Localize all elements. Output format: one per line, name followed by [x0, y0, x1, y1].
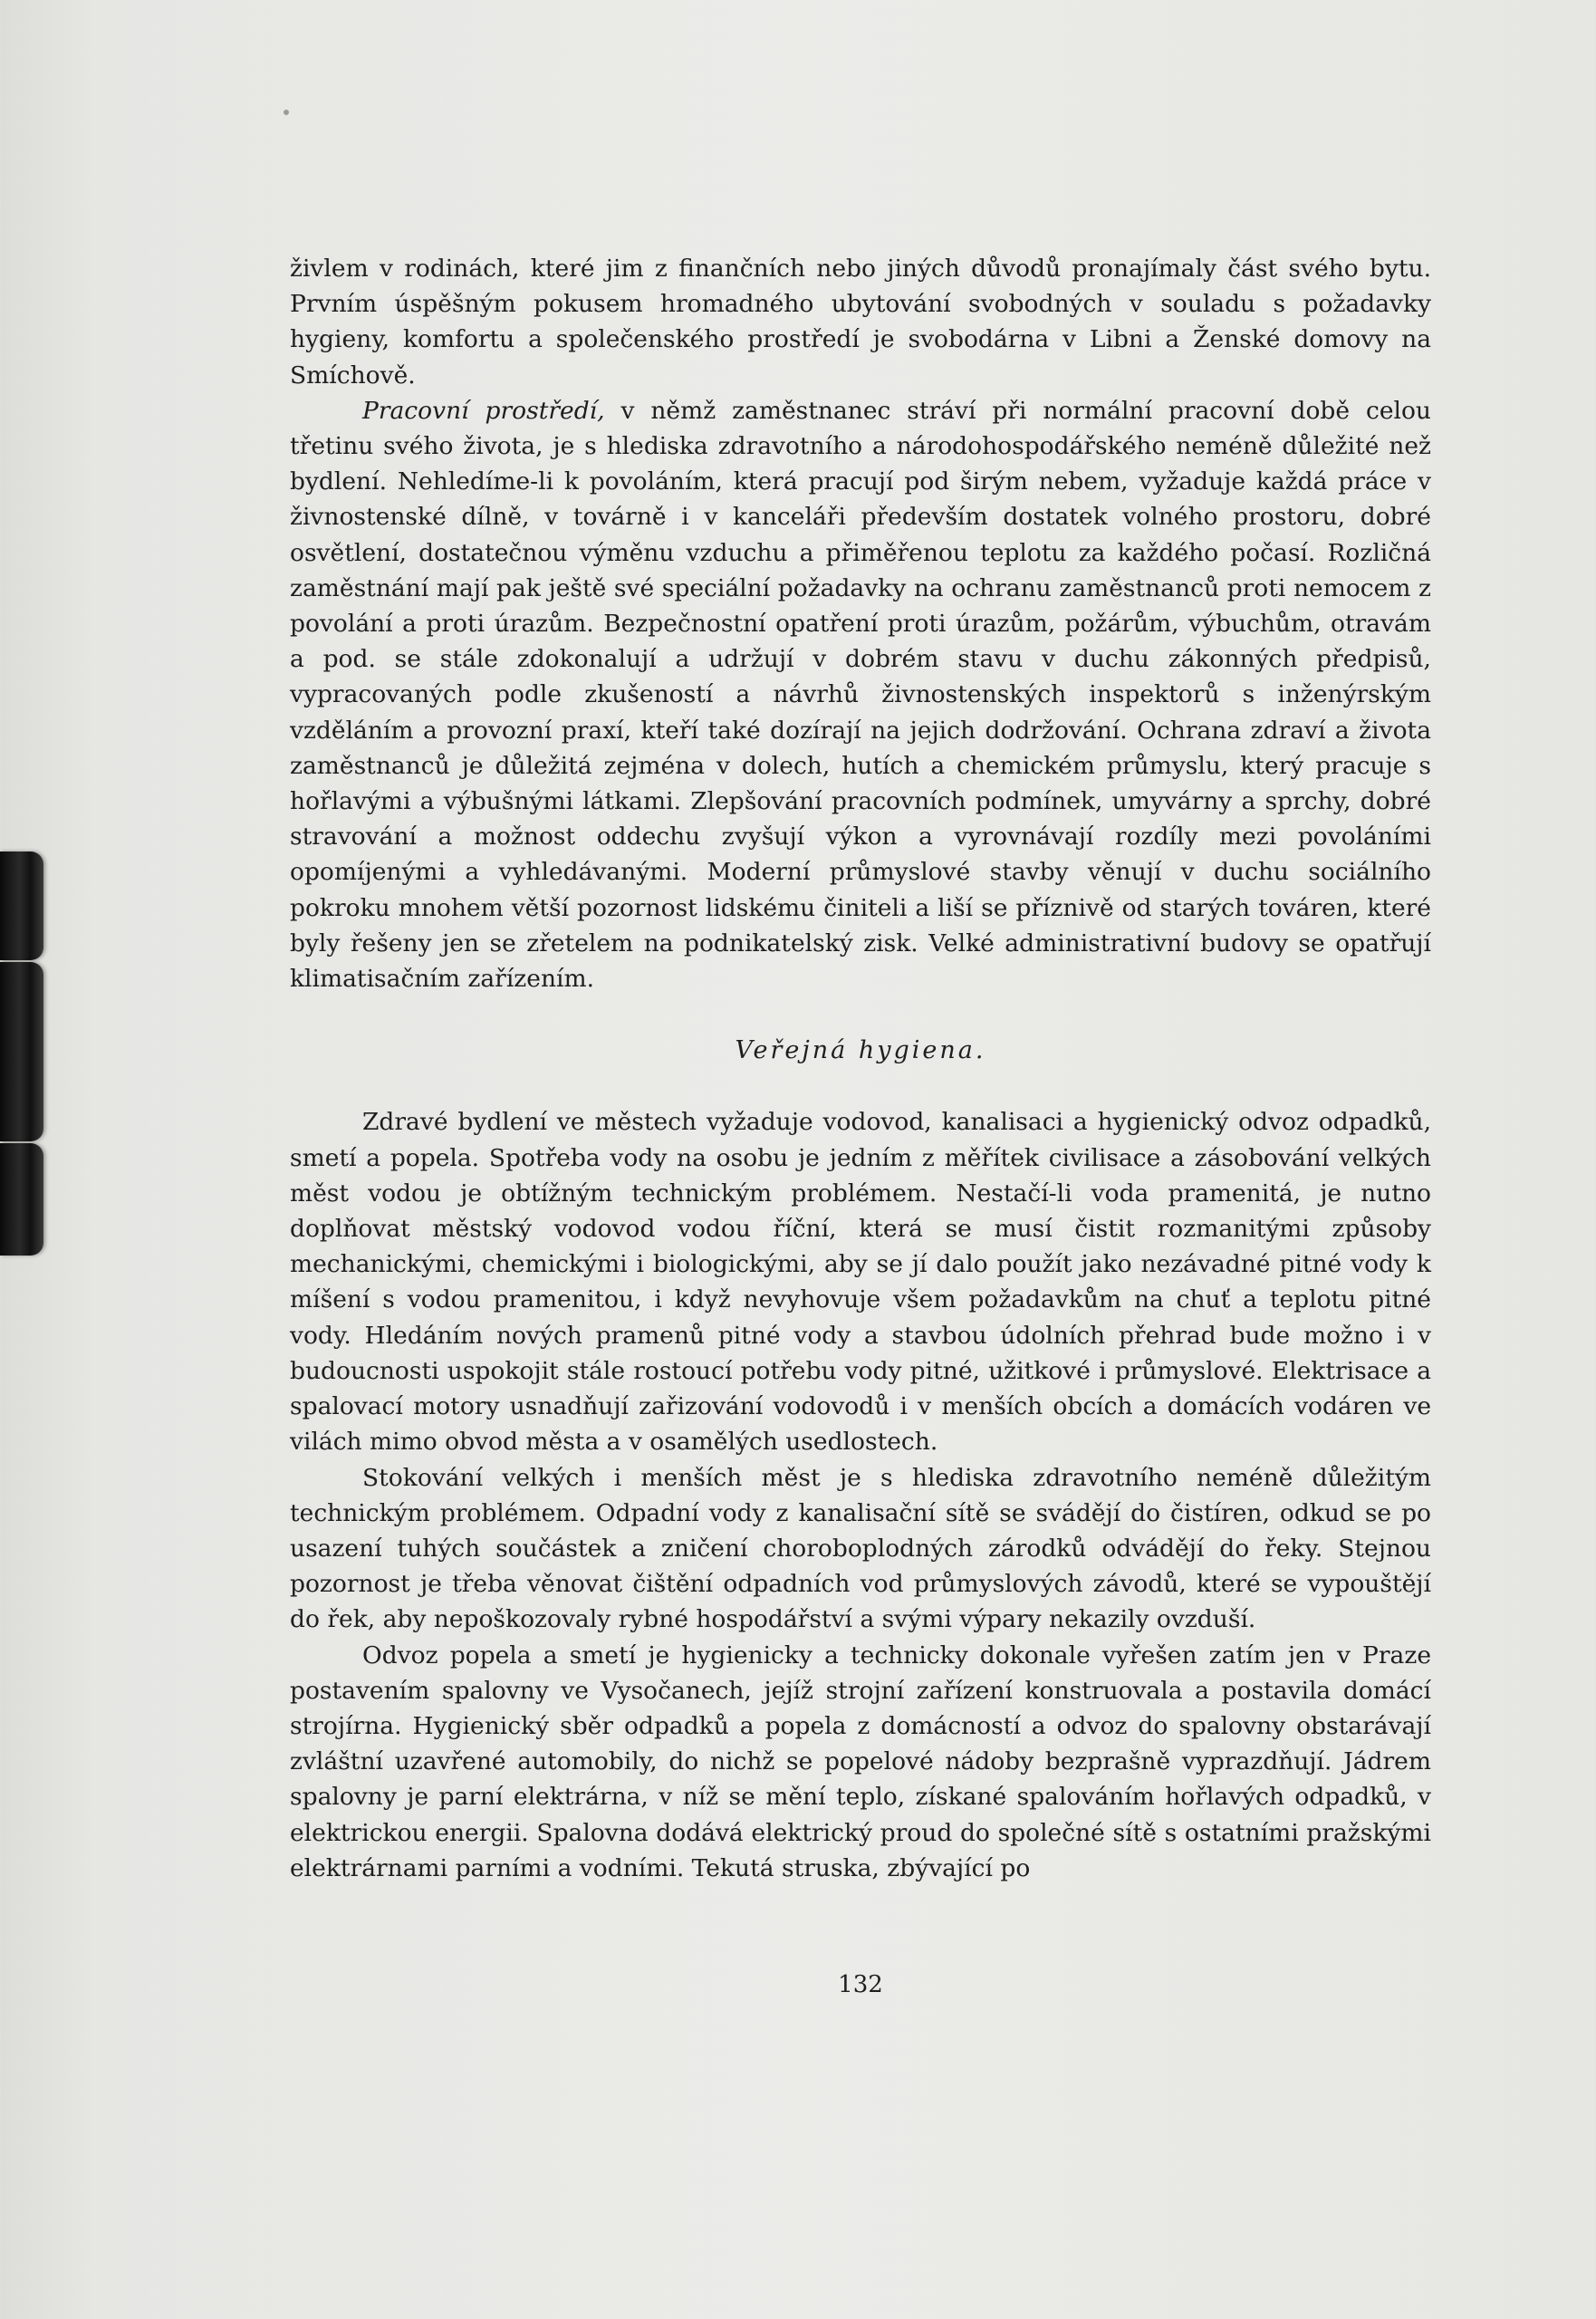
- italic-run: Pracovní prostředí,: [362, 396, 605, 425]
- page-number: 132: [838, 1971, 883, 1998]
- text-run: Odvoz popela a smetí je hygienicky a technicky dokonale vyřešen zatím jen v Praze postavením spalovny ve Vysočanech, jejíž strojní zařízení konstruovala a postavila domácí strojírna. Hygienický sběr odpadků a popela z domácností a odvoz do spalovny obstarávají zvláštní uzavřené automobily, do nichž se popelové nádoby bezprašně vyprazdňují. Jádrem spalovny je parní elektrárna, v níž se mění teplo, získané spalováním hořlavých odpadků, v elektrickou energii. Spalovna dodává elektrický proud do společné sítě s ostatními pražskými elektrárnami parními a vodními. Tekutá struska, zbývající po: [290, 1641, 1431, 1882]
- section-heading: Veřejná hygiena.: [735, 1036, 986, 1065]
- text-run: v němž zaměstnanec stráví při normální pracovní době celou třetinu svého života, je s hlediska zdravotního a národohospodářského neméně důležité než bydlení. Nehledíme-li k povoláním, která pracují pod širým nebem, vyžaduje každá práce v živnostenské dílně, v továrně i v kanceláři především dostatek volného prostoru, dobré osvětlení, dostatečnou výměnu vzduchu a přiměřenou teplotu za každého počasí. Rozličná zaměstnání mají pak ještě své speciální požadavky na ochranu zaměstnanců proti nemocem z povolání a proti úrazům. Bezpečnostní opatření proti úrazům, požárům, výbuchům, otravám a pod. se stále zdokonalují a udržují v dobrém stavu v duchu zákonných předpisů, vypracovaných podle zkušeností a návrhů živnostenských inspektorů s inženýrským vzděláním a provozní praxí, kteří také dozírají na jejich dodržování. Ochrana zdraví a života zaměstnanců je důležitá zejména v dolech, hutích a chemickém průmyslu, který pracuje s hořlavými a výbušnými látkami. Zlepšování pracovních podmínek, umyvárny a sprchy, dobré stravování a možnost oddechu zvyšují výkon a vyrovnávají rozdíly mezi povoláními opomíjenými a vyhledávanými. Moderní průmyslové stavby věnují v duchu sociálního pokroku mnohem větší pozornost lidskému činiteli a liší se příznivě od starých továren, které byly řešeny jen se zřetelem na podnikatelský zisk. Velké administrativní budovy se opatřují klimatisačním zařízením.: [290, 396, 1431, 994]
- text-run: živlem v rodinách, které jim z finančních nebo jiných důvodů pronajímaly část svého bytu. Prvním úspěšným pokusem hromadného ubytování svobodných v souladu s požadavky hygieny, komfortu a společenského prostředí je svobodárna v Libni a Ženské domovy na Smíchově.: [290, 255, 1431, 390]
- paragraph-group-top: [290, 251, 1431, 996]
- paragraph: [290, 251, 1431, 393]
- paragraph: [290, 393, 1431, 996]
- dust-speck: [284, 110, 289, 115]
- paragraph: [290, 1460, 1431, 1638]
- binder-clip-top: [0, 852, 43, 960]
- paragraph: [290, 1638, 1431, 1886]
- paragraph-group-bottom: [290, 1104, 1431, 1885]
- body-text: [290, 251, 1431, 1886]
- paragraph: [290, 1104, 1431, 1459]
- binder-clip-middle: [0, 962, 43, 1141]
- binder-clip-bottom: [0, 1143, 43, 1256]
- text-run: Zdravé bydlení ve městech vyžaduje vodovod, kanalisaci a hygienický odvoz odpadků, smetí a popela. Spotřeba vody na osobu je jedním z měřítek civilisace a zásobování velkých měst vodou je obtížným technickým problémem. Nestačí-li voda pramenitá, je nutno doplňovat městský vodovod vodou říční, která se musí čistit rozmanitými způsoby mechanickými, chemickými i biologickými, aby se jí dalo použít jako nezávadné pitné vody k míšení s vodou pramenitou, i když nevyhovuje všem požadavkům na chuť a teplotu pitné vody. Hledáním nových pramenů pitné vody a stavbou údolních přehrad bude možno i v budoucnosti uspokojit stále rostoucí potřebu vody pitné, užitkové i průmyslové. Elektrisace a spalovací motory usnadňují zařizování vodovodů i v menších obcích a domácích vodáren ve vilách mimo obvod města a v osamělých usedlostech.: [290, 1108, 1431, 1457]
- text-run: Stokování velkých i menších měst je s hlediska zdravotního neméně důležitým technickým problémem. Odpadní vody z kanalisační sítě se svádějí do čistíren, odkud se po usazení tuhých součástek a zničení choroboplodných zárodků odvádějí do řeky. Stejnou pozornost je třeba věnovat čištění odpadních vod průmyslových závodů, které se vypouštějí do řek, aby nepoškozovaly rybné hospodářství a svými výpary nekazily ovzduší.: [290, 1463, 1431, 1634]
